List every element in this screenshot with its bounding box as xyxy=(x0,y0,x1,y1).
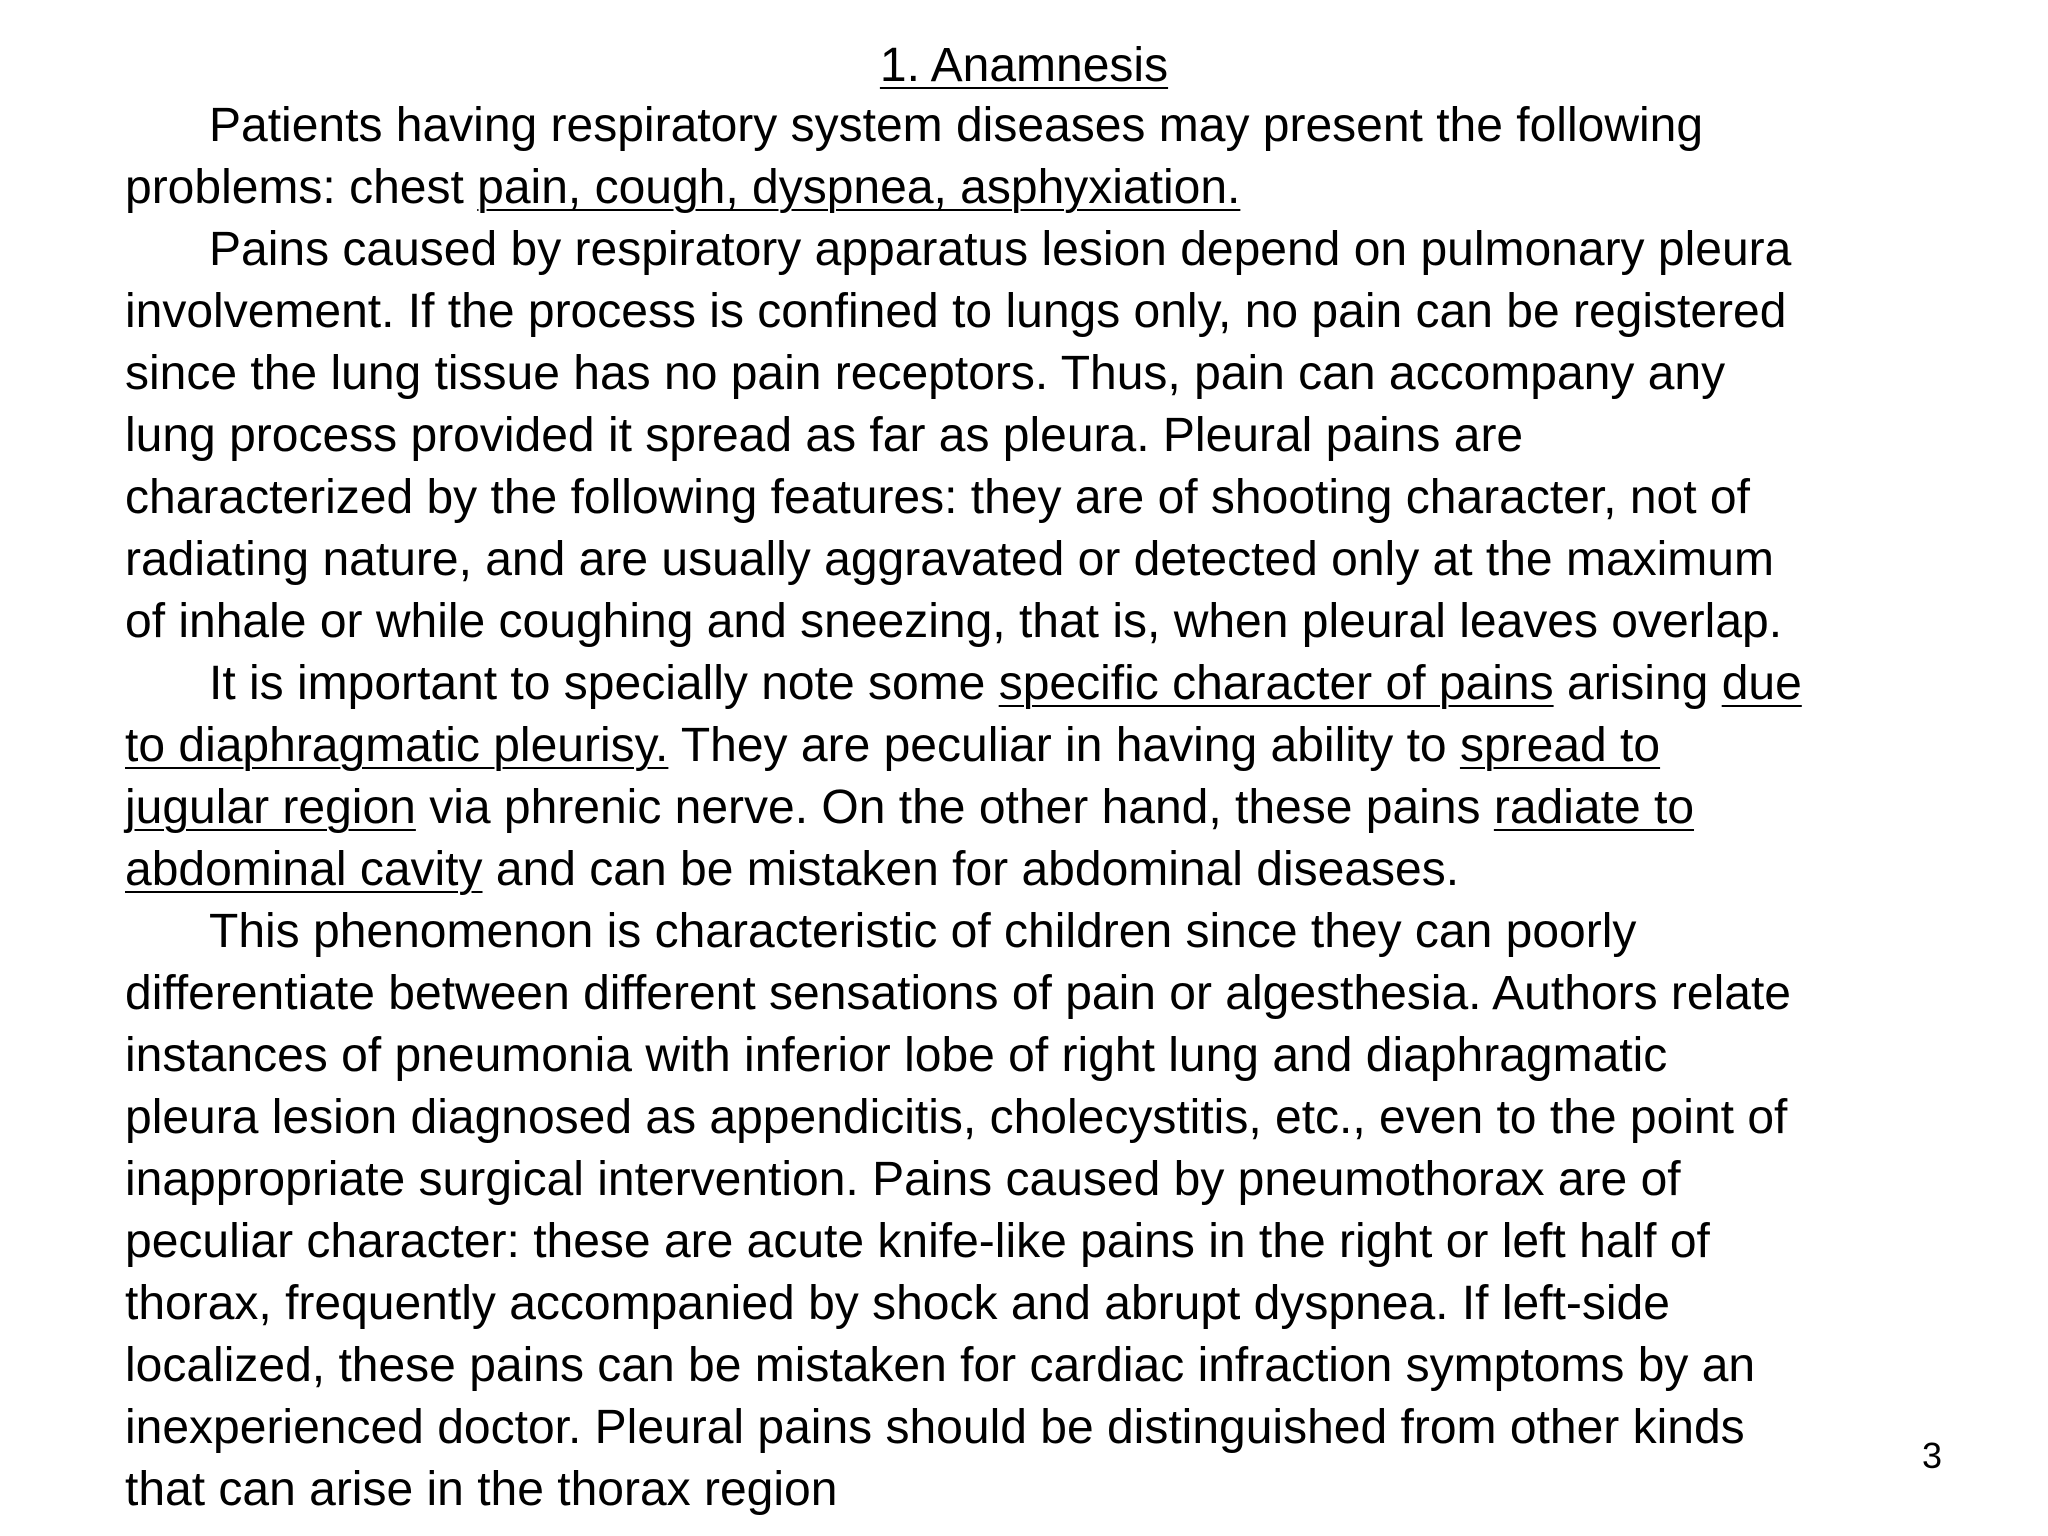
text-span: that can arise in the thorax region xyxy=(125,1463,838,1516)
text-span: They are peculiar in having ability to xyxy=(668,719,1460,772)
text-span: localized, these pains can be mistaken for cardiac infraction symptoms by an xyxy=(125,1339,1756,1392)
underlined-text: jugular region xyxy=(125,781,416,834)
text-line xyxy=(125,157,1925,219)
text-span: Patients having respiratory system diseases may present the following xyxy=(209,99,1704,152)
text-span: This phenomenon is characteristic of children since they can poorly xyxy=(209,905,1637,958)
underlined-text: specific character of pains xyxy=(998,657,1554,710)
text-line xyxy=(125,1459,1925,1521)
text-span: arising xyxy=(1553,657,1722,710)
text-line xyxy=(125,219,1925,281)
page-number: 3 xyxy=(1922,1435,1943,1476)
text-span: involvement. If the process is confined to lungs only, no pain can be registered xyxy=(125,285,1787,338)
text-span: Pains caused by respiratory apparatus lesion depend on pulmonary pleura xyxy=(209,223,1792,276)
text-line xyxy=(125,1397,1925,1459)
text-line xyxy=(125,1335,1925,1397)
text-line xyxy=(125,95,1925,157)
text-span: instances of pneumonia with inferior lobe of right lung and diaphragmatic xyxy=(125,1029,1668,1082)
text-span: of inhale or while coughing and sneezing, that is, when pleural leaves overlap. xyxy=(125,595,1783,648)
text-span: peculiar character: these are acute knife-like pains in the right or left half of xyxy=(125,1215,1710,1268)
text-span: and can be mistaken for abdominal diseases. xyxy=(482,843,1460,896)
text-span: pleura lesion diagnosed as appendicitis, cholecystitis, etc., even to the point of xyxy=(125,1091,1788,1144)
text-line xyxy=(125,777,1925,839)
body-text xyxy=(125,95,1925,1521)
text-line xyxy=(125,591,1925,653)
underlined-text: to diaphragmatic pleurisy. xyxy=(125,719,669,772)
text-line xyxy=(125,901,1925,963)
underlined-text: spread to xyxy=(1459,719,1661,772)
text-span: differentiate between different sensations of pain or algesthesia. Authors relate xyxy=(125,967,1791,1020)
underlined-text: radiate to xyxy=(1493,781,1695,834)
text-span: via phrenic nerve. On the other hand, these pains xyxy=(415,781,1494,834)
text-line xyxy=(125,405,1925,467)
text-line xyxy=(125,281,1925,343)
text-line xyxy=(125,1087,1925,1149)
text-line xyxy=(125,529,1925,591)
underlined-text: pain, cough, dyspnea, asphyxiation. xyxy=(477,161,1241,214)
text-line xyxy=(125,1273,1925,1335)
text-span: radiating nature, and are usually aggravated or detected only at the maximum xyxy=(125,533,1774,586)
text-line xyxy=(125,1211,1925,1273)
text-span: It is important to specially note some xyxy=(209,657,999,710)
underlined-text: abdominal cavity xyxy=(125,843,483,896)
text-span: inexperienced doctor. Pleural pains should be distinguished from other kinds xyxy=(125,1401,1745,1454)
text-line xyxy=(125,343,1925,405)
text-span: lung process provided it spread as far as pleura. Pleural pains are xyxy=(125,409,1524,462)
text-line xyxy=(125,715,1925,777)
page-title: 1. Anamnesis xyxy=(879,39,1169,92)
text-span: since the lung tissue has no pain receptors. Thus, pain can accompany any xyxy=(125,347,1726,400)
text-line xyxy=(125,839,1925,901)
text-span: thorax, frequently accompanied by shock and abrupt dyspnea. If left-side xyxy=(125,1277,1670,1330)
text-line xyxy=(125,467,1925,529)
text-line xyxy=(125,1025,1925,1087)
text-line xyxy=(125,1149,1925,1211)
text-span: characterized by the following features: they are of shooting character, not of xyxy=(125,471,1750,524)
underlined-text: due xyxy=(1721,657,1802,710)
text-line xyxy=(125,963,1925,1025)
text-span: problems: chest xyxy=(125,161,478,214)
text-span: inappropriate surgical intervention. Pains caused by pneumothorax are of xyxy=(125,1153,1681,1206)
text-line xyxy=(125,653,1925,715)
